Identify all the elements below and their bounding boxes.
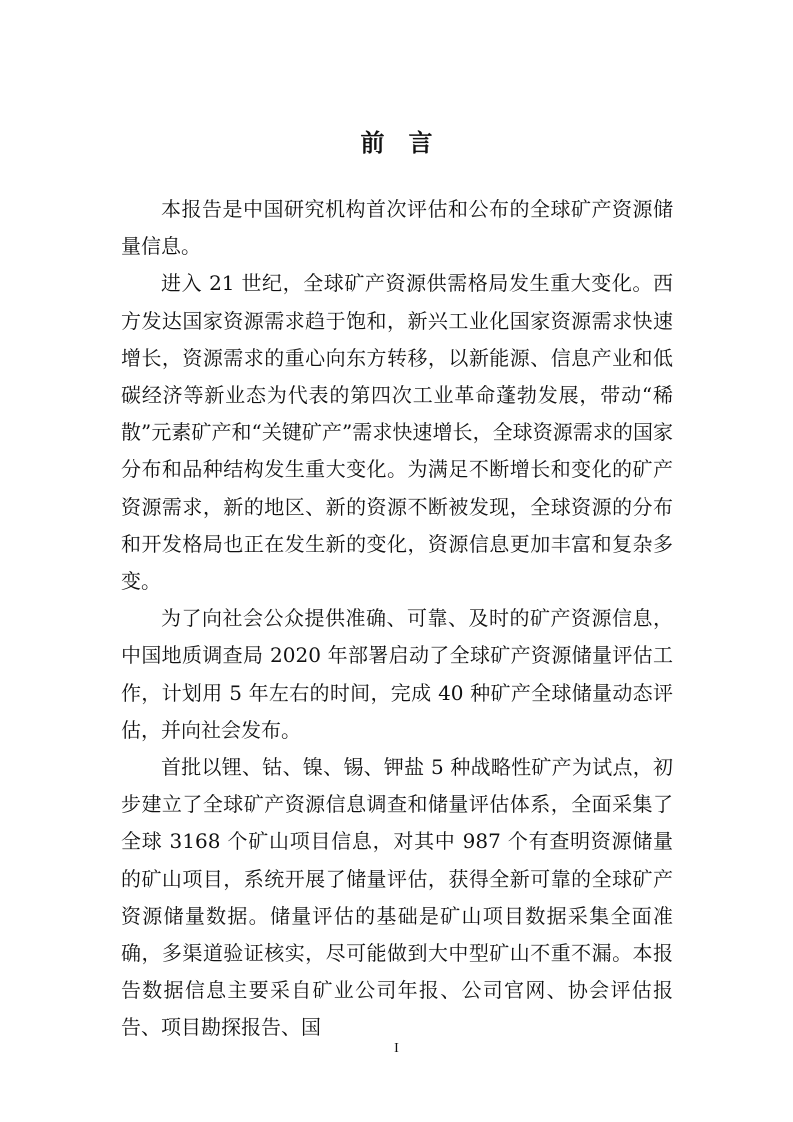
paragraph-4: 首批以锂、钴、镍、锡、钾盐 5 种战略性矿产为试点，初步建立了全球矿产资源信息调查和储量评估体系，全面采集了全球 3168 个矿山项目信息，对其中 987 个有查明资源储量的矿山项目，系统开展了储量评估，获得全新可靠的全球矿产资源储量数据。储量评估的基础是矿山项目数据采集全面准确，多渠道验证核实，尽可能做到大中型矿山不重不漏。本报告数据信息主要采自矿业公司年报、公司官网、协会评估报告、项目勘探报告、国	[121, 755, 673, 1040]
title-char-2: 言	[408, 128, 433, 157]
paragraph-3: 为了向社会公众提供准确、可靠、及时的矿产资源信息，中国地质调查局 2020 年部署启动了全球矿产资源储量评估工作，计划用 5 年左右的时间，完成 40 种矿产全球储量动态评估，并向社会发布。	[121, 606, 673, 742]
page-title	[0, 125, 793, 161]
paragraph-1: 本报告是中国研究机构首次评估和公布的全球矿产资源储量信息。	[121, 197, 673, 259]
title-char-1: 前	[360, 128, 385, 157]
paragraph-2: 进入 21 世纪，全球矿产资源供需格局发生重大变化。西方发达国家资源需求趋于饱和，新兴工业化国家资源需求快速增长，资源需求的重心向东方转移，以新能源、信息产业和低碳经济等新业态为代表的第四次工业革命蓬勃发展，带动“稀散”元素矿产和“关键矿产”需求快速增长，全球资源需求的国家分布和品种结构发生重大变化。为满足不断增长和变化的矿产资源需求，新的地区、新的资源不断被发现，全球资源的分布和开发格局也正在发生新的变化，资源信息更加丰富和复杂多变。	[121, 271, 673, 594]
body-text	[121, 191, 673, 1047]
page-number: I	[394, 1041, 399, 1056]
